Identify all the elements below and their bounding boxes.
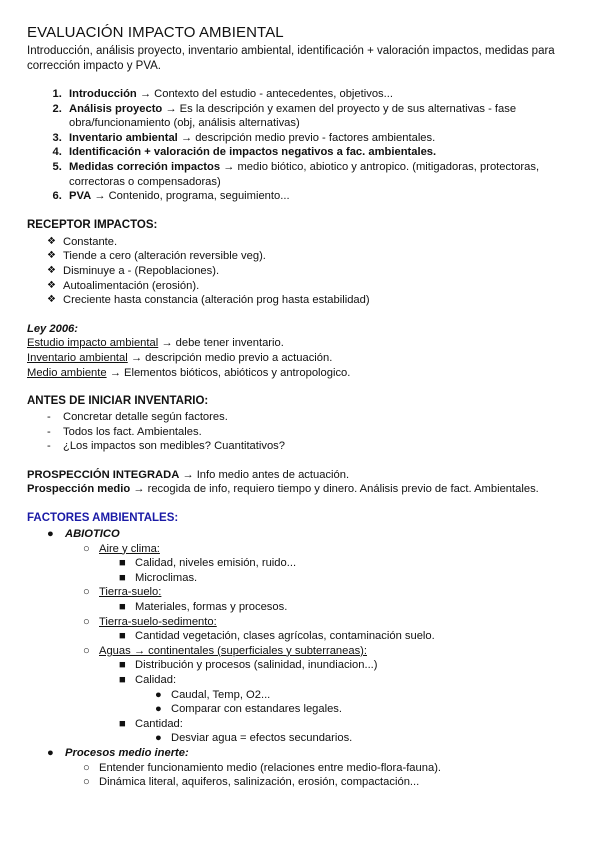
list-item: 5. Medidas correción impactos → medio biótico, abiotico y antropico. (mitigadoras, protectoras, correctoras o compensadoras): [65, 160, 577, 189]
steps-list: [27, 87, 577, 204]
list-item: ○ Aguas → continentales (superficiales y subterraneas):: [83, 644, 368, 657]
diamond-bullet-icon: ❖: [47, 294, 56, 306]
document-page: [27, 24, 577, 790]
list-item: ■ Calidad:: [119, 674, 177, 686]
circle-bullet-icon: ○: [83, 761, 90, 774]
receptor-heading: RECEPTOR IMPACTOS:: [27, 218, 158, 231]
antes-heading: ANTES DE INICIAR INVENTARIO:: [27, 395, 209, 408]
bullet-icon: ●: [155, 688, 162, 701]
intro-text: Introducción, análisis proyecto, inventario ambiental, identificación + valoración impactos, medidas para corrección impacto y PVA.: [27, 45, 555, 72]
prospeccion-line: Prospección medio → recogida de info, requiero tiempo y dinero. Análisis previo de fact. Ambientales.: [27, 483, 539, 496]
diamond-bullet-icon: ❖: [47, 235, 56, 247]
list-item: 6. PVA → Contenido, programa, seguimiento...: [65, 189, 577, 204]
square-bullet-icon: ■: [119, 674, 126, 686]
list-item: - Todos los fact. Ambientales.: [47, 425, 202, 438]
list-item: ■ Cantidad:: [119, 717, 183, 730]
bullet-icon: ●: [47, 528, 54, 541]
list-item: ■ Cantidad vegetación, clases agrícolas, contaminación suelo.: [119, 630, 435, 643]
list-item: ● Procesos medio inerte:: [47, 746, 189, 759]
list-item: ○ Aire y clima:: [83, 542, 160, 555]
list-item: ■ Materiales, formas y procesos.: [119, 601, 288, 614]
circle-bullet-icon: ○: [83, 615, 90, 628]
ley-heading: Ley 2006:: [27, 322, 78, 335]
diamond-bullet-icon: ❖: [47, 250, 56, 262]
prospeccion-line: PROSPECCIÓN INTEGRADA → Info medio antes de actuación.: [27, 468, 350, 481]
square-bullet-icon: ■: [119, 557, 126, 570]
square-bullet-icon: ■: [119, 601, 126, 614]
list-item: ○ Entender funcionamiento medio (relaciones entre medio-flora-fauna).: [83, 761, 442, 774]
list-item: ○ Tierra-suelo-sedimento:: [83, 615, 217, 628]
receptor-list: [27, 235, 577, 308]
list-item: ❖ Constante.: [47, 235, 118, 248]
bullet-icon: ●: [155, 732, 162, 745]
list-item: ❖ Creciente hasta constancia (alteración prog hasta estabilidad): [47, 294, 370, 307]
factores-heading: FACTORES AMBIENTALES:: [27, 512, 179, 525]
list-item: ❖ Autoalimentación (erosión).: [47, 279, 200, 292]
page-title: EVALUACIÓN IMPACTO AMBIENTAL: [27, 24, 284, 41]
diamond-bullet-icon: ❖: [47, 279, 56, 291]
list-item: ○ Dinámica literal, aquiferos, salinización, erosión, compactación...: [83, 776, 420, 789]
circle-bullet-icon: ○: [83, 644, 90, 657]
antes-list: [27, 410, 577, 454]
square-bullet-icon: ■: [119, 630, 126, 643]
diamond-bullet-icon: ❖: [47, 264, 56, 276]
list-item: 4. Identificación + valoración de impactos negativos a fac. ambientales.: [65, 145, 577, 160]
square-bullet-icon: ■: [119, 571, 126, 584]
list-item: ● Caudal, Temp, O2...: [155, 688, 271, 701]
bullet-icon: ●: [155, 703, 162, 716]
square-bullet-icon: ■: [119, 717, 126, 730]
list-item: ● ABIOTICO: [47, 528, 120, 541]
list-item: 2. Análisis proyecto → Es la descripción y examen del proyecto y de sus alternativas - fase obra/funcionamiento (obj, análisis alternativas): [65, 102, 577, 131]
list-item: ● Comparar con estandares legales.: [155, 703, 343, 716]
list-item: ● Desviar agua = efectos secundarios.: [155, 732, 353, 745]
ley-line: Estudio impacto ambiental → debe tener inventario.: [27, 337, 284, 350]
list-item: ❖ Disminuye a - (Repoblaciones).: [47, 264, 220, 277]
ley-line: Inventario ambiental → descripción medio previo a actuación.: [27, 351, 333, 364]
list-item: ■ Microclimas.: [119, 571, 198, 584]
list-item: ❖ Tiende a cero (alteración reversible veg).: [47, 250, 266, 263]
factores-tree: [27, 527, 577, 790]
circle-bullet-icon: ○: [83, 586, 90, 599]
circle-bullet-icon: ○: [83, 776, 90, 789]
ley-line: Medio ambiente → Elementos bióticos, abióticos y antropologico.: [27, 366, 351, 379]
list-item: 3. Inventario ambiental → descripción medio previo - factores ambientales.: [65, 131, 577, 146]
list-item: ○ Tierra-suelo:: [83, 586, 162, 599]
square-bullet-icon: ■: [119, 659, 126, 672]
bullet-icon: ●: [47, 746, 54, 759]
list-item: ■ Calidad, niveles emisión, ruido...: [119, 557, 297, 570]
list-item: - ¿Los impactos son medibles? Cuantitativos?: [47, 440, 285, 453]
list-item: 1. Introducción → Contexto del estudio - antecedentes, objetivos...: [65, 87, 577, 102]
list-item: - Concretar detalle según factores.: [47, 411, 228, 424]
circle-bullet-icon: ○: [83, 542, 90, 555]
list-item: ■ Distribución y procesos (salinidad, inundiacion...): [119, 659, 378, 672]
